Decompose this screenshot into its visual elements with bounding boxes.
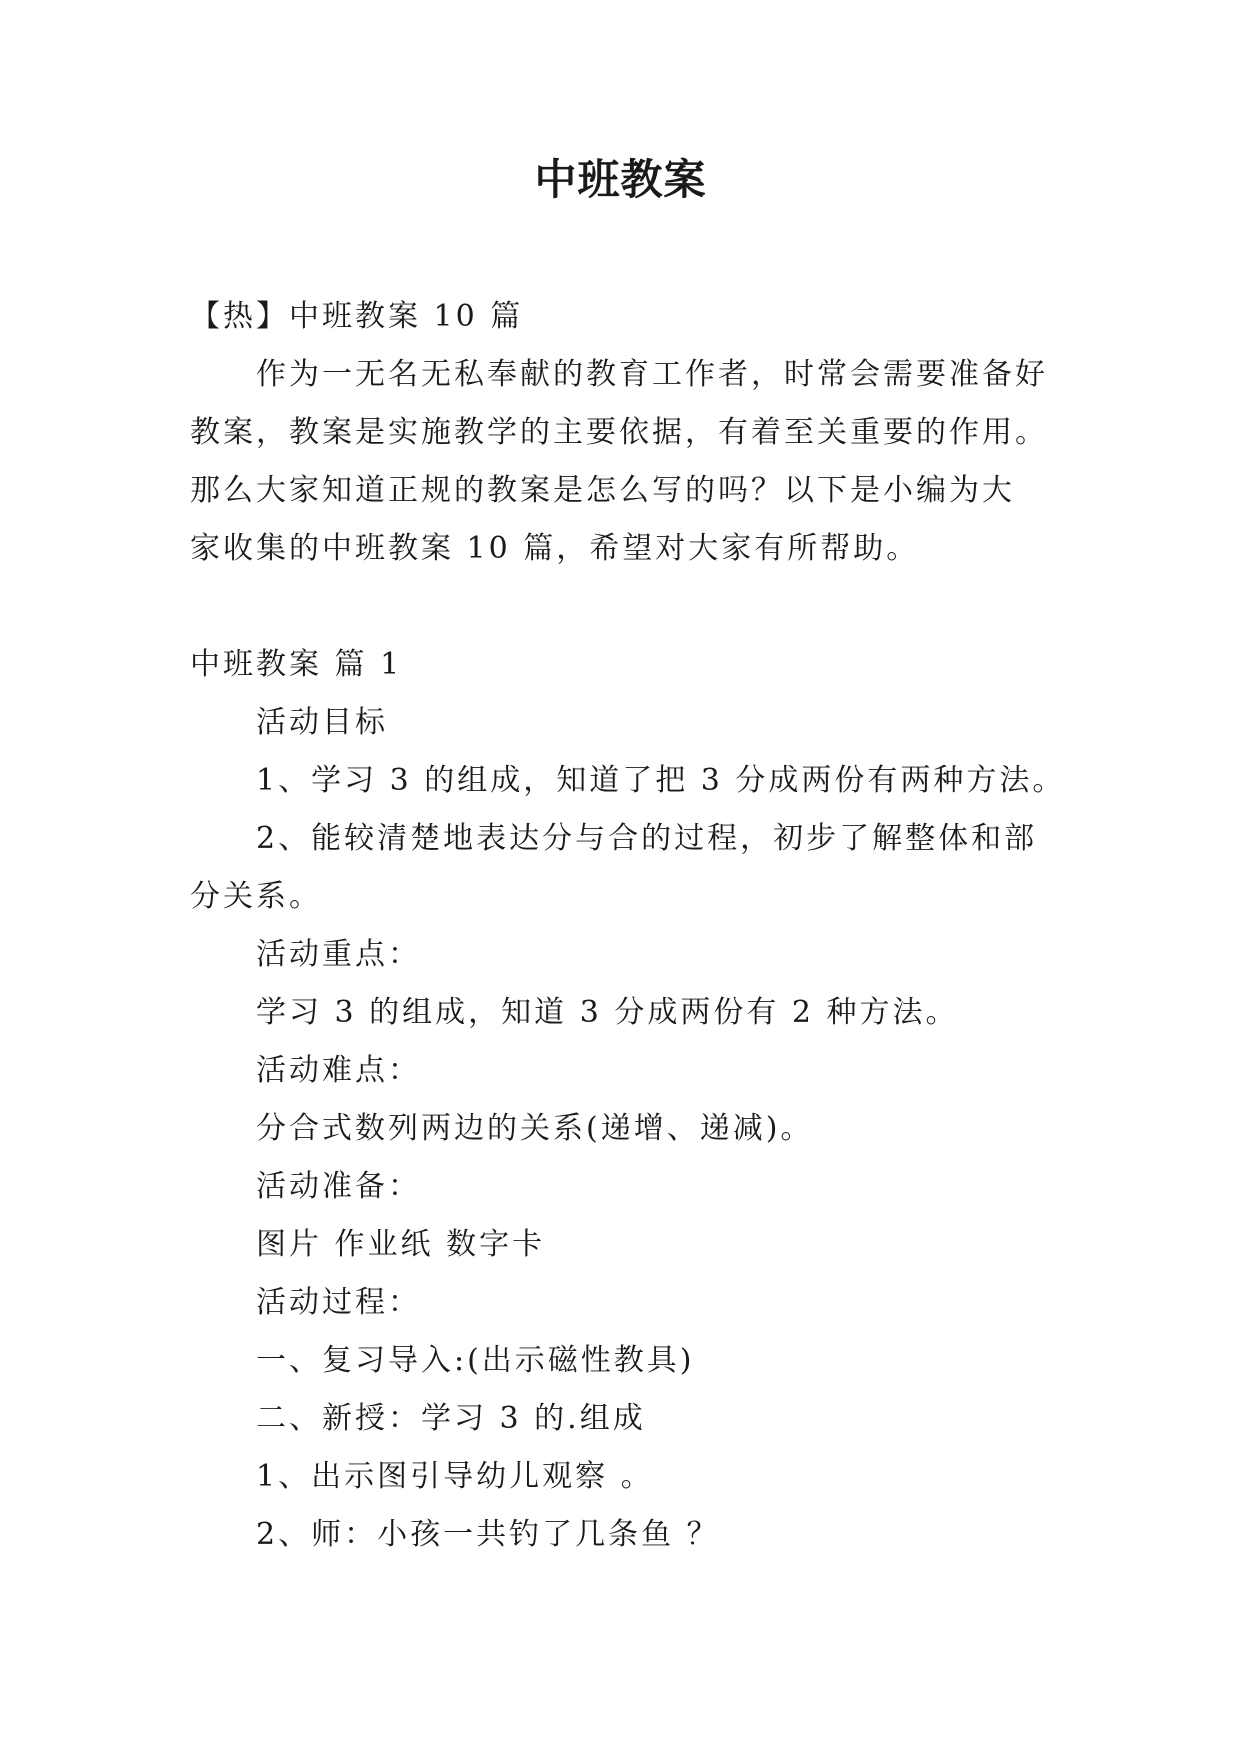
difficulties-text: 分合式数列两边的关系(递增、递减)。 [256, 1111, 814, 1146]
preparation-text: 图片 作业纸 数字卡 [256, 1227, 546, 1262]
process-step: 1、出示图引导幼儿观察 。 [256, 1459, 654, 1494]
document-body [190, 288, 1070, 1564]
process-step: 2、师：小孩一共钓了几条鱼 ？ [256, 1517, 720, 1552]
process-step: 二、新授：学习 3 的.组成 [256, 1401, 646, 1436]
subheading-process: 活动过程： [256, 1285, 421, 1320]
subheading-difficulties: 活动难点： [256, 1053, 421, 1088]
document-title: 中班教案 [534, 155, 707, 204]
intro-heading: 【热】中班教案 10 篇 [190, 299, 524, 334]
goal-item: 2、能较清楚地表达分与合的过程，初步了解整体和部 [256, 821, 1038, 856]
intro-paragraph-line: 作为一无名无私奉献的教育工作者，时常会需要准备好 [256, 357, 1048, 392]
section-heading: 中班教案 篇 1 [190, 647, 403, 682]
intro-paragraph-line: 那么大家知道正规的教案是怎么写的吗？以下是小编为大 [190, 473, 1015, 508]
subheading-key-points: 活动重点： [256, 937, 421, 972]
key-points-text: 学习 3 的组成，知道 3 分成两份有 2 种方法。 [256, 995, 959, 1030]
spacer [190, 578, 1070, 636]
subheading-preparation: 活动准备： [256, 1169, 421, 1204]
goal-item-continued: 分关系。 [190, 879, 322, 914]
intro-paragraph-line: 家收集的中班教案 10 篇，希望对大家有所帮助。 [190, 531, 920, 566]
goal-item: 1、学习 3 的组成，知道了把 3 分成两份有两种方法。 [256, 763, 1066, 798]
process-step: 一、复习导入:(出示磁性教具) [256, 1343, 695, 1378]
subheading-goals: 活动目标 [256, 705, 388, 740]
intro-paragraph-line: 教案，教案是实施教学的主要依据，有着至关重要的作用。 [190, 415, 1048, 450]
